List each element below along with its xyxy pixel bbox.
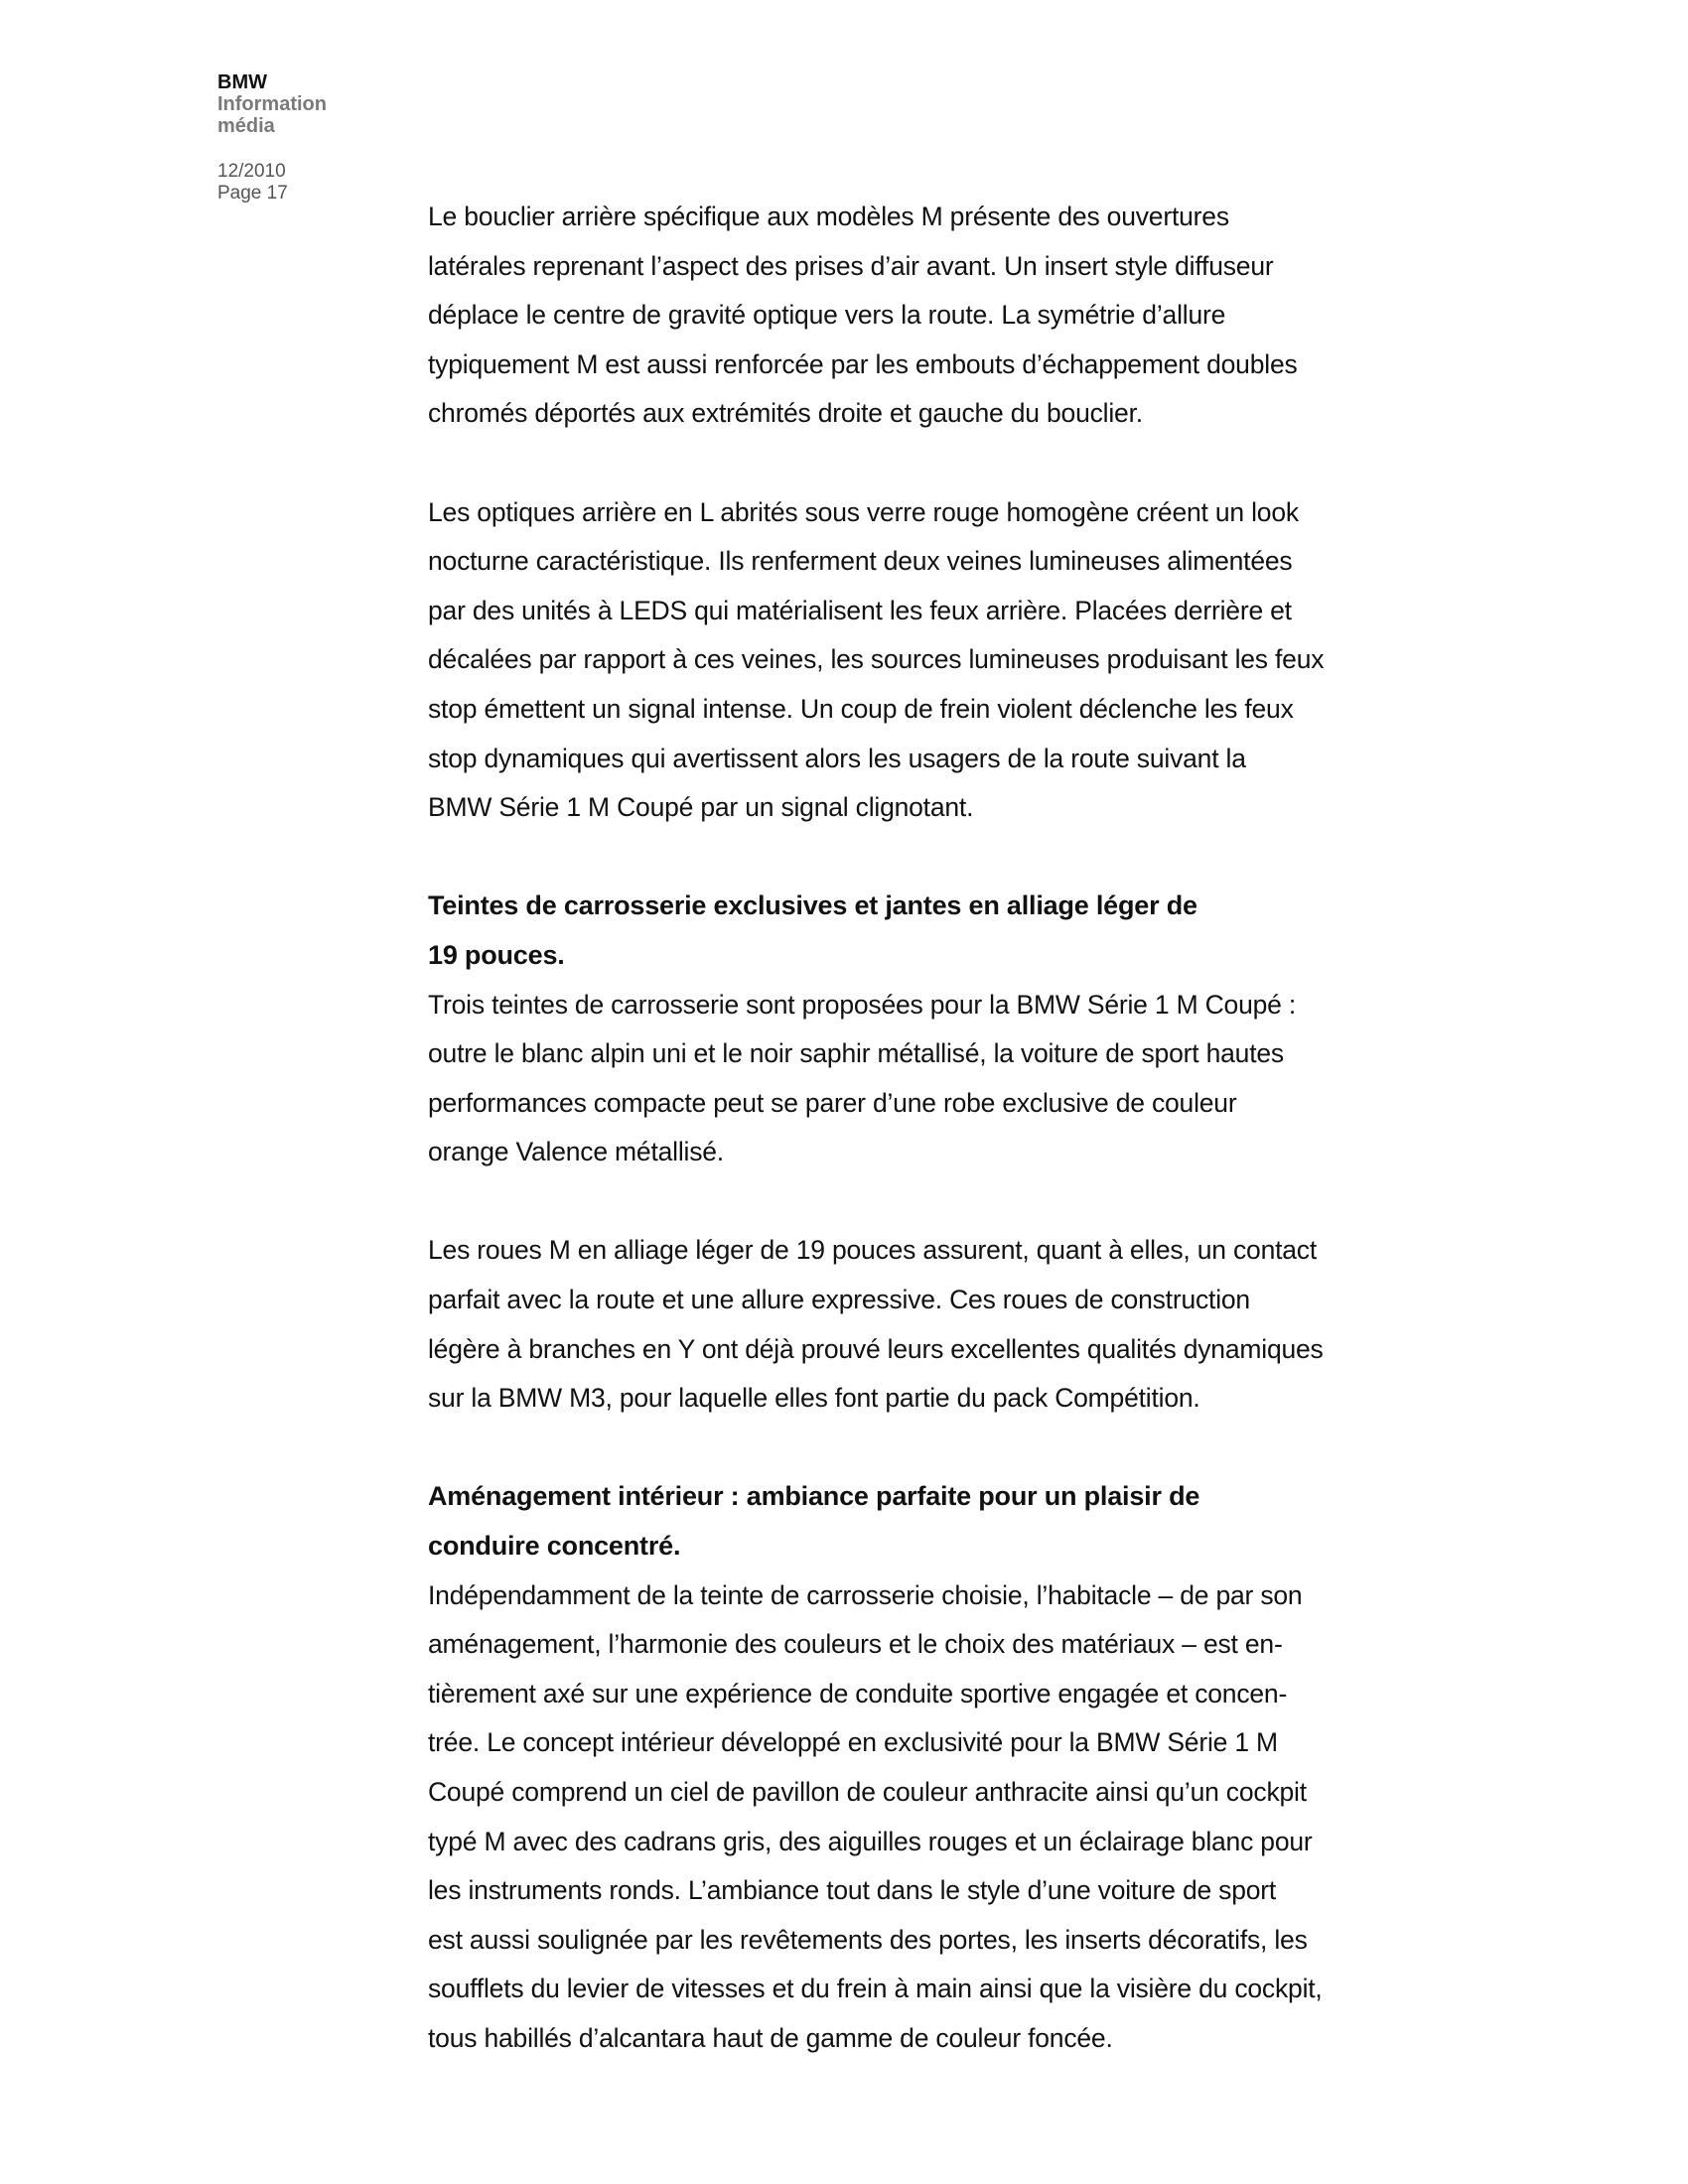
paragraph-spacer bbox=[428, 833, 1421, 883]
text-line: tous habillés d’alcantara haut de gamme de couleur foncée. bbox=[428, 2022, 1113, 2053]
text-line: chromés déportés aux extrémités droite et gauche du bouclier. bbox=[428, 398, 1143, 429]
text-line: trée. Le concept intérieur développé en exclusivité pour la BMW Série 1 M bbox=[428, 1727, 1278, 1758]
paragraph-spacer bbox=[428, 439, 1421, 488]
paragraph-interior bbox=[428, 1571, 1421, 2064]
heading-line: conduire concentré. bbox=[428, 1531, 681, 1562]
text-line: Coupé comprend un ciel de pavillon de couleur anthracite ainsi qu’un cockpit bbox=[428, 1777, 1307, 1807]
text-line: stop dynamiques qui avertissent alors les usagers de la route suivant la bbox=[428, 743, 1246, 773]
text-line: soufflets du levier de vitesses et du frein à main ainsi que la visière du cockpit, bbox=[428, 1974, 1323, 2004]
text-line: nocturne caractéristique. Ils renferment deux veines lumineuses alimentées bbox=[428, 546, 1293, 577]
document-date: 12/2010 bbox=[217, 161, 286, 182]
text-line: légère à branches en Y ont déjà prouvé leurs excellentes qualités dynamiques bbox=[428, 1333, 1324, 1364]
brand-subtitle-line1: Information bbox=[217, 93, 327, 115]
heading-line: 19 pouces. bbox=[428, 939, 565, 970]
paragraph-spacer bbox=[428, 1177, 1421, 1227]
text-line: stop émettent un signal intense. Un coup de frein violent déclenche les feux bbox=[428, 693, 1294, 724]
document-meta bbox=[217, 161, 396, 205]
page-number: Page 17 bbox=[217, 183, 288, 204]
heading-line: Aménagement intérieur : ambiance parfaite pour un plaisir de bbox=[428, 1481, 1200, 1512]
text-line: BMW Série 1 M Coupé par un signal clignotant. bbox=[428, 792, 974, 823]
text-line: décalées par rapport à ces veines, les sources lumineuses produisant les feux bbox=[428, 644, 1325, 675]
document-header bbox=[217, 71, 396, 205]
text-line: sur la BMW M3, pour laquelle elles font partie du pack Compétition. bbox=[428, 1383, 1200, 1414]
text-line: les instruments ronds. L’ambiance tout dans le style d’une voiture de sport bbox=[428, 1875, 1277, 1906]
text-line: performances compacte peut se parer d’une robe exclusive de couleur bbox=[428, 1087, 1237, 1118]
text-line: Les roues M en alliage léger de 19 pouces assurent, quant à elles, un contact bbox=[428, 1235, 1318, 1266]
text-line: orange Valence métallisé. bbox=[428, 1137, 724, 1167]
section-heading-interior bbox=[428, 1472, 1421, 1570]
paragraph-rear-bumper bbox=[428, 193, 1421, 439]
text-line: aménagement, l’harmonie des couleurs et le choix des matériaux – est en- bbox=[428, 1629, 1283, 1660]
paragraph-wheels bbox=[428, 1226, 1421, 1423]
text-line: Trois teintes de carrosserie sont proposées pour la BMW Série 1 M Coupé : bbox=[428, 989, 1297, 1020]
text-line: Le bouclier arrière spécifique aux modèles M présente des ouvertures bbox=[428, 202, 1229, 231]
text-line: Indépendamment de la teinte de carrosserie choisie, l’habitacle – de par son bbox=[428, 1579, 1303, 1610]
text-line: typé M avec des cadrans gris, des aiguilles rouges et un éclairage blanc pour bbox=[428, 1826, 1313, 1856]
paragraph-body-colors bbox=[428, 981, 1421, 1177]
text-line: par des unités à LEDS qui matérialisent les feux arrière. Placées derrière et bbox=[428, 595, 1292, 625]
text-line: tièrement axé sur une expérience de conduite sportive engagée et concen- bbox=[428, 1678, 1288, 1708]
text-line: déplace le centre de gravité optique vers la route. La symétrie d’allure bbox=[428, 300, 1226, 331]
brand-name: BMW bbox=[217, 71, 267, 93]
brand-subtitle-line2: média bbox=[217, 115, 275, 137]
paragraph-spacer bbox=[428, 1424, 1421, 1473]
text-line: est aussi soulignée par les revêtements des portes, les inserts décoratifs, les bbox=[428, 1924, 1308, 1955]
text-line: parfait avec la route et une allure expressive. Ces roues de construction bbox=[428, 1285, 1250, 1315]
section-heading-colors-wheels bbox=[428, 882, 1421, 980]
text-line: outre le blanc alpin uni et le noir saphir métallisé, la voiture de sport hautes bbox=[428, 1038, 1284, 1069]
document-body bbox=[428, 193, 1421, 2064]
text-line: typiquement M est aussi renforcée par les embouts d’échappement doubles bbox=[428, 348, 1298, 379]
text-line: latérales reprenant l’aspect des prises d’air avant. Un insert style diffuseur bbox=[428, 250, 1274, 281]
paragraph-rear-lights bbox=[428, 488, 1421, 833]
text-line: Les optiques arrière en L abrités sous verre rouge homogène créent un look bbox=[428, 496, 1299, 527]
heading-line: Teintes de carrosserie exclusives et jantes en alliage léger de bbox=[428, 890, 1197, 921]
